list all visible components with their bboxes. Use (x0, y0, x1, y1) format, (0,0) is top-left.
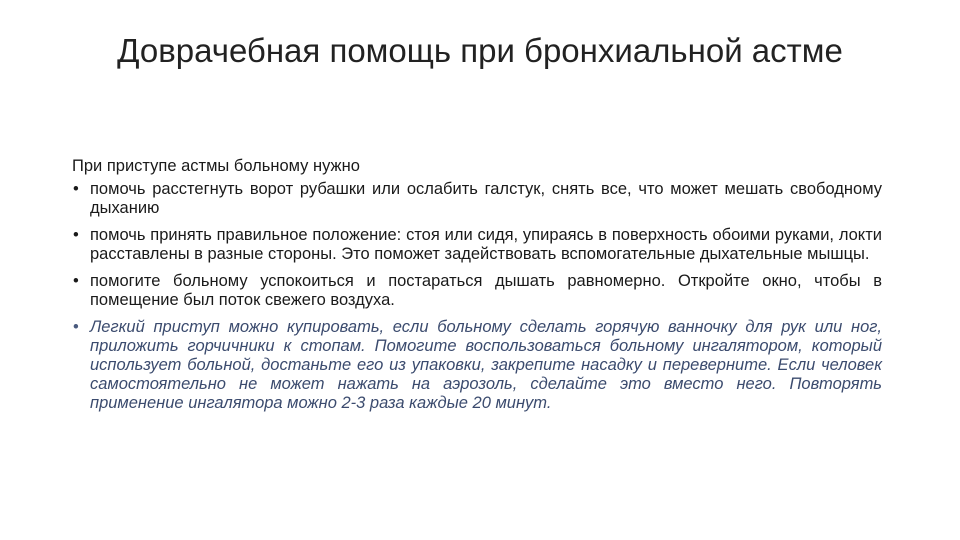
bullet-icon: • (73, 226, 79, 244)
bullet-item (72, 226, 882, 264)
bullet-list (72, 180, 882, 413)
bullet-item (72, 318, 882, 413)
slide-body (72, 157, 882, 421)
bullet-icon: • (73, 180, 79, 198)
intro-text: При приступе астмы больному нужно (72, 157, 360, 175)
bullet-text: помочь принять правильное положение: стоя или сидя, упираясь в поверхность обоими руками, локти расставлены в разные стороны. Это поможет задействовать вспомогательные дыхательные мышцы. (90, 226, 882, 263)
bullet-text: помогите больному успокоиться и постараться дышать равномерно. Откройте окно, чтобы в помещение был поток свежего воздуха. (90, 272, 882, 309)
bullet-text: помочь расстегнуть ворот рубашки или ослабить галстук, снять все, что может мешать свободному дыханию (90, 180, 882, 217)
bullet-item (72, 180, 882, 218)
bullet-text: Легкий приступ можно купировать, если больному сделать горячую ванночку для рук или ног, приложить горчичники к стопам. Помогите воспользоваться больному ингалятором, который использует больной, достаньте его из упаковки, закрепите насадку и переверните. Если человек самостоятельно не может нажать на аэрозоль, сделайте это вместо него. Повторять применение ингалятора можно 2-3 раза каждые 20 минут. (90, 318, 882, 412)
slide-title: Доврачебная помощь при бронхиальной астме (117, 32, 843, 69)
bullet-icon: • (73, 272, 79, 290)
bullet-icon: • (73, 318, 79, 336)
bullet-item (72, 272, 882, 310)
